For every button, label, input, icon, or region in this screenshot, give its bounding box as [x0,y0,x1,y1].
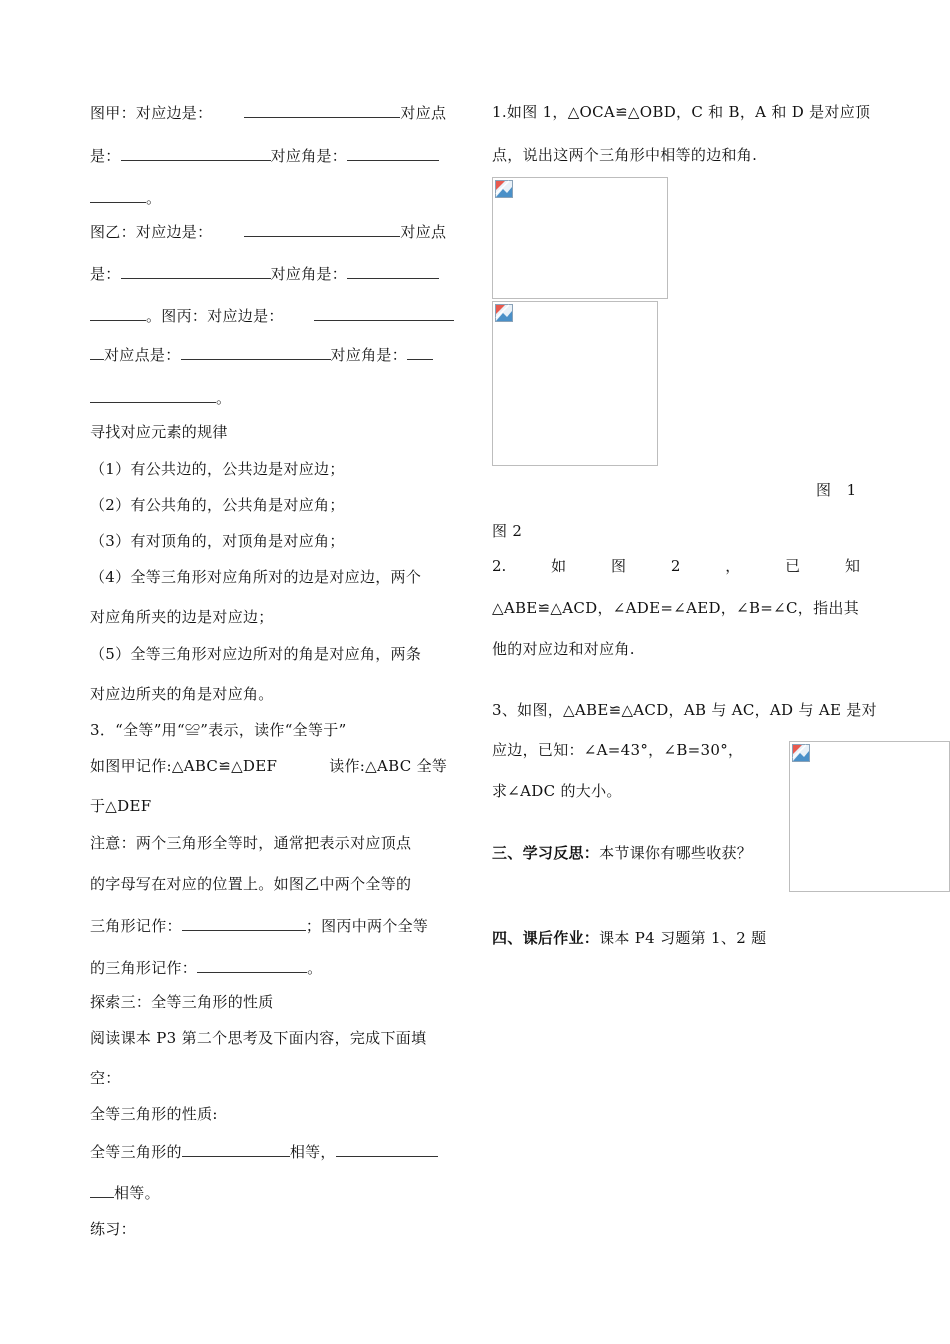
question-2-line3: 他的对应边和对应角. [492,640,635,658]
answer-blank[interactable] [121,145,271,161]
label: 。 [146,189,162,207]
label: 全等三角形的 [90,1143,182,1161]
answer-blank[interactable] [182,915,306,931]
answer-blank[interactable] [90,387,216,403]
fig-yi-line2 [90,263,439,284]
answer-blank[interactable] [336,1141,438,1157]
word: 已 [785,557,801,575]
fig-yi-line3 [90,305,454,326]
figure-1-caption: 图 1 [816,481,857,499]
figure-3-image [789,741,950,892]
answer-blank[interactable] [182,1141,290,1157]
label: 对应角是： [270,147,348,165]
figure-2-image [492,301,658,466]
example-read: 读作:△ABC 全等 [329,757,448,775]
question-1-line2: 点，说出这两个三角形中相等的边和角. [492,146,758,164]
note-line1: 注意：两个三角形全等时，通常把表示对应顶点 [90,834,412,852]
answer-blank[interactable] [90,305,146,321]
label: 三角形记作： [90,917,182,935]
rule-4b: 对应角所夹的边是对应边； [90,608,274,626]
fig-bing-line2 [90,387,231,408]
rule-2: （2）有公共角的，公共角是对应角； [90,496,345,514]
section-text: 本节课你有哪些收获？ [599,844,753,862]
explore-3-heading: 探索三：全等三角形的性质 [90,993,274,1011]
rule-5b: 对应边所夹的角是对应角。 [90,685,274,703]
section-heading: 四、课后作业： [492,929,600,947]
label: 对应角是： [330,346,408,364]
question-2-line2: △ABE≌△ACD，∠ADE=∠AED，∠B=∠C，指出其 [492,599,860,617]
answer-blank[interactable] [244,102,400,118]
property-title: 全等三角形的性质: [90,1105,218,1123]
word: ， [725,557,741,575]
rule-5a: （5）全等三角形对应边所对的角是对应角，两条 [90,645,422,663]
answer-blank[interactable] [347,263,439,279]
label: 对应点是： [104,346,181,364]
fig-bing-line1 [90,344,433,365]
property-line1 [90,1141,438,1162]
label: ；图丙中两个全等 [305,917,429,935]
word: 图 [611,557,627,575]
word: 2. [492,557,507,575]
rule-1: （1）有公共边的，公共边是对应边； [90,460,345,478]
label: 相等。 [114,1184,160,1202]
question-3-line2: 应边，已知：∠A=43°，∠B=30°， [492,741,744,759]
label: 对应点 [400,104,447,122]
fig-jia-line3 [90,187,161,208]
note-line4 [90,957,322,978]
section-text: 课本 P4 习题第 1、2 题 [599,929,767,947]
answer-blank[interactable] [244,221,400,237]
example-write: 如图甲记作:△ABC≌△DEF [90,757,278,775]
broken-image-icon [495,180,513,198]
label: 对应角是： [270,265,348,283]
answer-blank[interactable] [197,957,307,973]
note-line3 [90,915,428,936]
example-line [90,756,447,776]
section-4-homework [492,928,766,948]
label: 。 [216,389,232,407]
property-line2 [90,1182,160,1203]
fig-jia-line1 [90,102,446,123]
label: 是： [90,147,121,165]
example-read-cont: 于△DEF [90,797,152,815]
answer-blank[interactable] [407,344,433,360]
question-1-line1: 1.如图 1，△OCA≌△OBD，C 和 B，A 和 D 是对应顶 [492,103,871,121]
label: 。 [307,959,323,977]
answer-blank[interactable] [90,344,104,360]
question-3-line3: 求∠ADC 的大小。 [492,782,622,800]
fig-yi-line1 [90,221,446,242]
label: 。图丙：对应边是： [146,307,284,325]
read-line1: 阅读课本 P3 第二个思考及下面内容，完成下面填 [90,1029,427,1047]
figure-2-caption: 图 2 [492,522,523,540]
broken-image-icon [495,304,513,322]
rule-4a: （4）全等三角形对应角所对的边是对应边，两个 [90,568,422,586]
word: 如 [551,557,567,575]
rule-3: （3）有对顶角的，对顶角是对应角； [90,532,345,550]
fig-jia-line2 [90,145,439,166]
word: 知 [844,557,860,575]
answer-blank[interactable] [90,1182,114,1198]
label: 图乙：对应边是： [90,223,213,241]
label: 的三角形记作： [90,959,198,977]
notation-line: 3．“全等”用“≌”表示，读作“全等于” [90,721,347,739]
question-2-line1 [492,556,860,576]
label: 是： [90,265,121,283]
section-3-reflection [492,843,752,863]
rules-title: 寻找对应元素的规律 [90,423,228,441]
answer-blank[interactable] [121,263,271,279]
answer-blank[interactable] [90,187,146,203]
answer-blank[interactable] [347,145,439,161]
section-heading: 三、学习反思： [492,844,600,862]
read-line2: 空： [90,1069,121,1087]
word: 2 [670,557,681,575]
answer-blank[interactable] [314,305,454,321]
label: 相等， [289,1143,336,1161]
practice-label: 练习： [90,1220,136,1238]
broken-image-icon [792,744,810,762]
question-3-line1: 3、如图，△ABE≌△ACD，AB 与 AC，AD 与 AE 是对 [492,701,877,719]
note-line2: 的字母写在对应的位置上。如图乙中两个全等的 [90,875,412,893]
figure-1-image [492,177,668,299]
answer-blank[interactable] [181,344,331,360]
label: 图甲：对应边是： [90,104,213,122]
label: 对应点 [400,223,447,241]
